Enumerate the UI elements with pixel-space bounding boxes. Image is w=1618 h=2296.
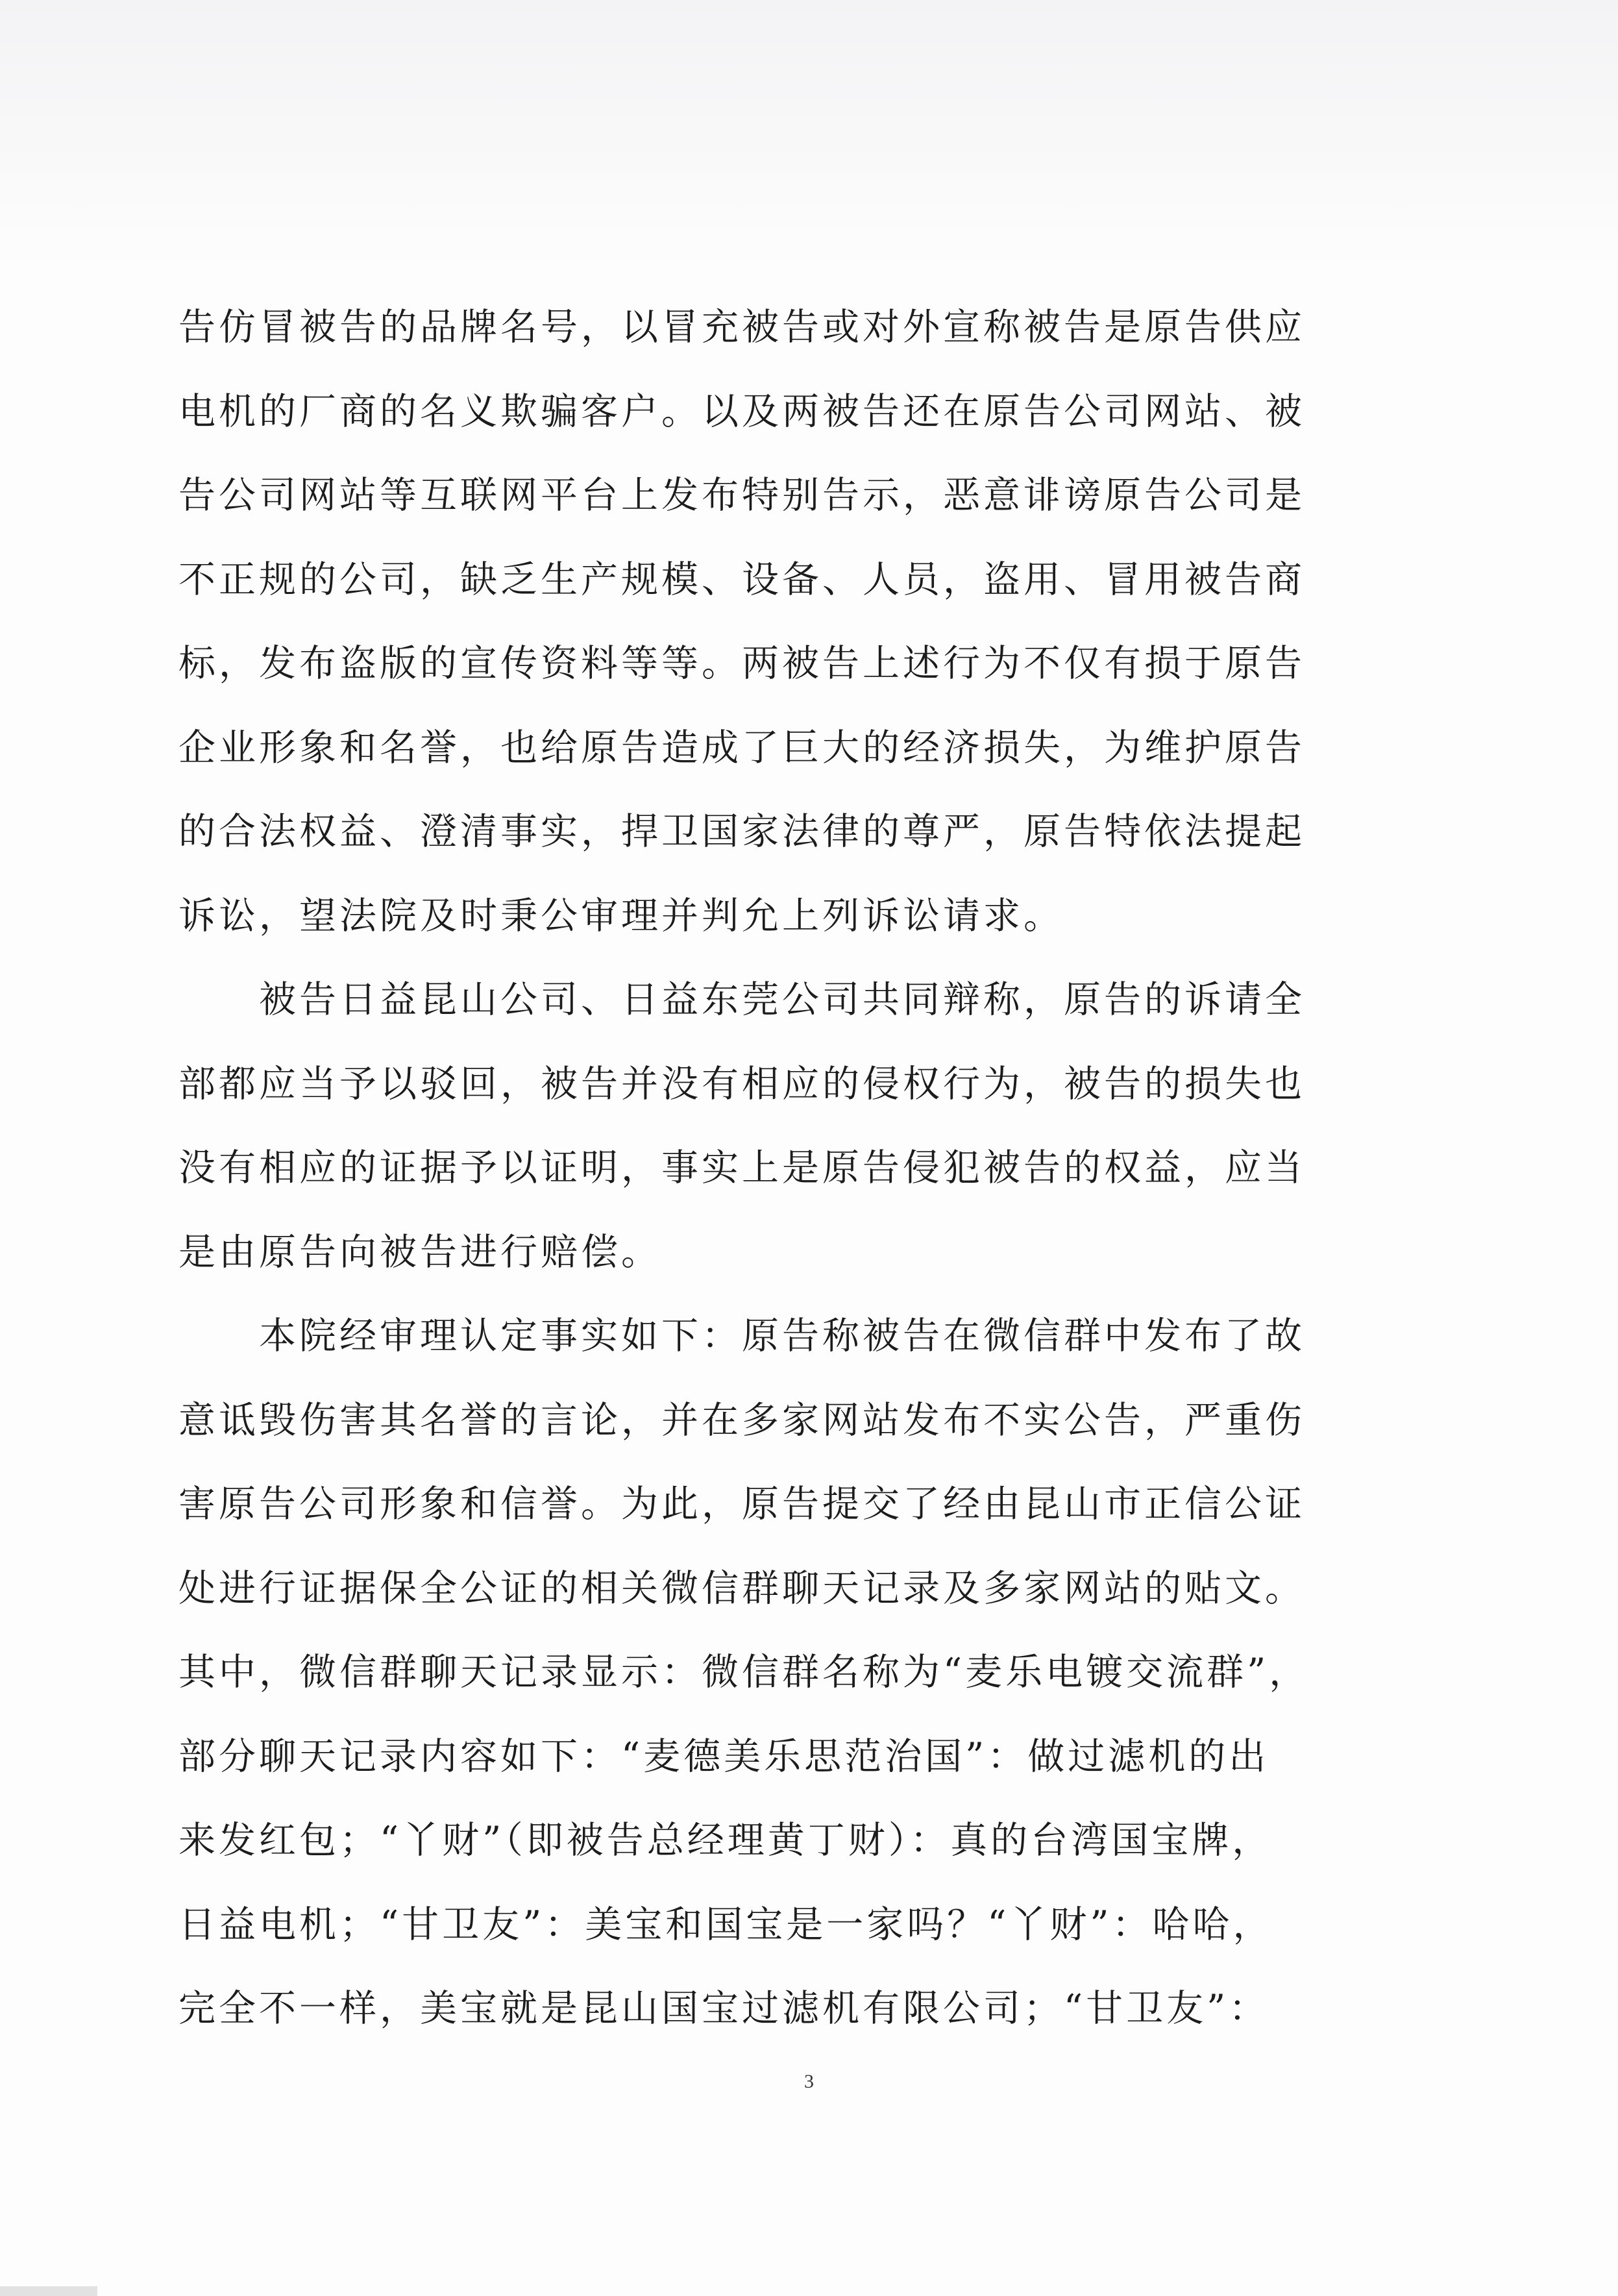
text-line-12: 是由原告向被告进行赔偿。 <box>178 1230 661 1274</box>
text-line-17: 其中，微信群聊天记录显示：微信群名称为“麦乐电镀交流群”， <box>178 1651 1310 1694</box>
text-line-10: 部都应当予以驳回，被告并没有相应的侵权行为，被告的损失也 <box>178 1062 1305 1105</box>
text-line-9: 被告日益昆山公司、日益东莞公司共同辩称，原告的诉请全 <box>259 978 1305 1021</box>
page-number: 3 <box>804 2071 814 2092</box>
text-line-11: 没有相应的证据予以证明，事实上是原告侵犯被告的权益，应当 <box>178 1146 1305 1189</box>
text-line-2: 电机的厂商的名义欺骗客户。以及两被告还在原告公司网站、被 <box>178 389 1305 433</box>
text-line-6: 企业形象和名誉，也给原告造成了巨大的经济损失，为维护原告 <box>178 726 1305 769</box>
text-line-3: 告公司网站等互联网平台上发布特别告示，恶意诽谤原告公司是 <box>178 474 1305 517</box>
text-line-13: 本院经审理认定事实如下：原告称被告在微信群中发布了故 <box>259 1315 1305 1357</box>
text-line-5: 标，发布盗版的宣传资料等等。两被告上述行为不仅有损于原告 <box>178 642 1305 685</box>
text-line-14: 意诋毁伤害其名誉的言论，并在多家网站发布不实公告，严重伤 <box>178 1398 1305 1442</box>
judgment-body-text <box>178 286 1412 2051</box>
scan-shading <box>0 0 1618 273</box>
text-line-1: 告仿冒被告的品牌名号，以冒充被告或对外宣称被告是原告供应 <box>178 306 1305 349</box>
text-line-16: 处进行证据保全公证的相关微信群聊天记录及多家网站的贴文。 <box>178 1566 1305 1610</box>
text-line-7: 的合法权益、澄清事实，捍卫国家法律的尊严，原告特依法提起 <box>178 810 1305 853</box>
text-line-20: 日益电机；“甘卫友”：美宝和国宝是一家吗？“丫财”：哈哈， <box>178 1903 1273 1946</box>
text-line-15: 害原告公司形象和信誉。为此，原告提交了经由昆山市正信公证 <box>178 1483 1305 1525</box>
text-line-18: 部分聊天记录内容如下：“麦德美乐思范治国”：做过滤机的出 <box>178 1734 1269 1778</box>
text-line-21: 完全不一样，美宝就是昆山国宝过滤机有限公司；“甘卫友”： <box>178 1987 1269 2030</box>
text-line-8: 诉讼，望法院及时秉公审理并判允上列诉讼请求。 <box>178 894 1064 937</box>
scan-edge-mark <box>0 2286 97 2296</box>
text-line-19: 来发红包；“丫财”（即被告总经理黄丁财）：真的台湾国宝牌， <box>178 1819 1273 1862</box>
text-line-4: 不正规的公司，缺乏生产规模、设备、人员，盗用、冒用被告商 <box>178 558 1305 601</box>
